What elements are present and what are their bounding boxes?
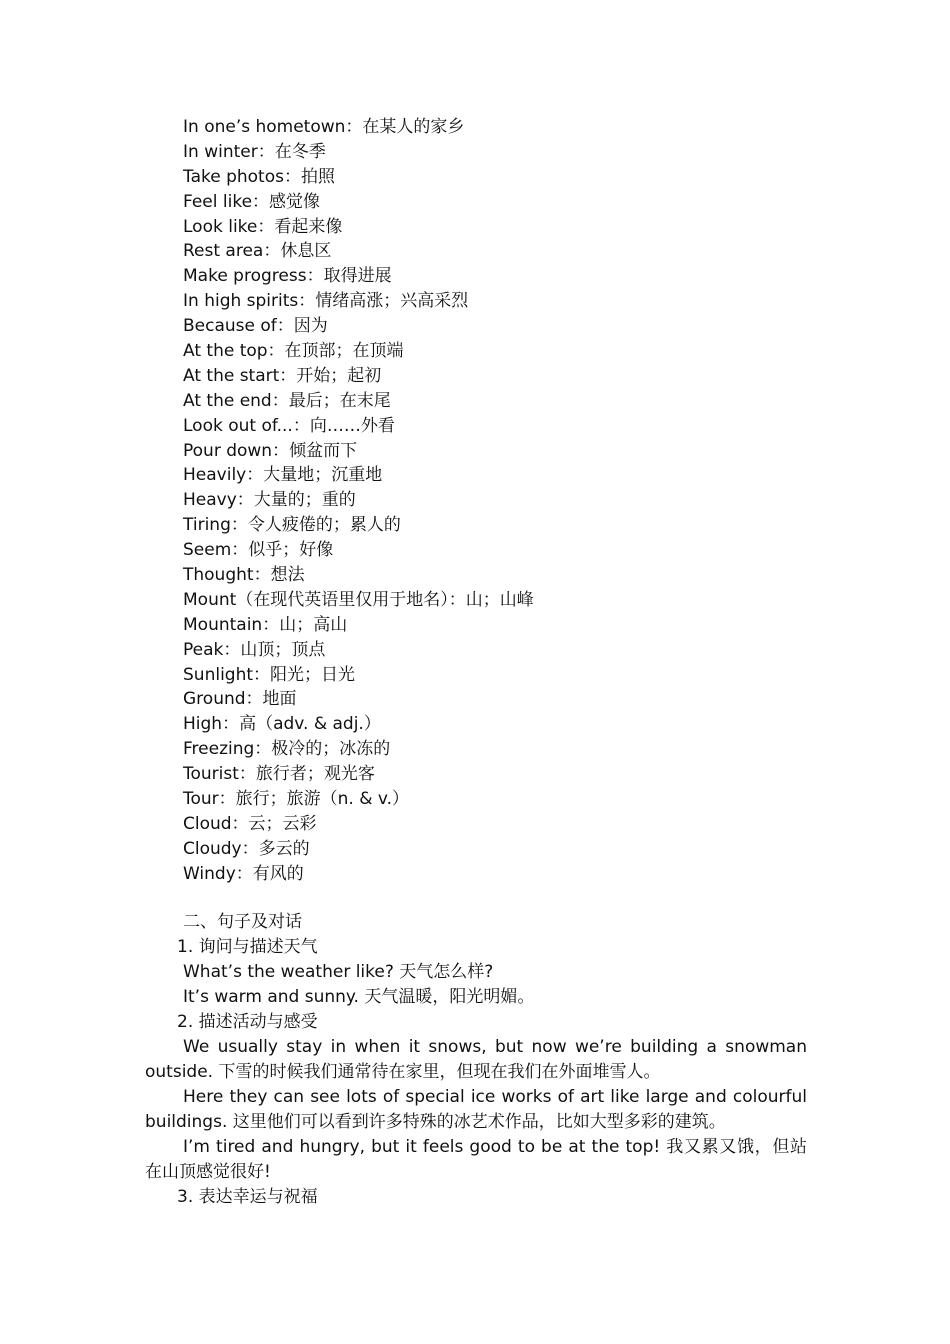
vocab-item: Thought：想法: [183, 565, 305, 586]
vocab-item: At the start：开始；起初: [183, 365, 382, 386]
vocabulary-list: [183, 115, 534, 887]
vocab-item: Mountain：山；高山: [183, 614, 348, 635]
vocab-item: Heavy：大量的；重的: [183, 490, 356, 511]
vocab-item: Look like：看起来像: [183, 216, 343, 237]
vocab-item: Seem：似乎；好像: [183, 540, 334, 561]
vocab-item: Windy：有风的: [183, 863, 304, 884]
vocab-item: In one’s hometown：在某人的家乡: [183, 117, 465, 137]
vocab-item: Cloudy：多云的: [183, 838, 310, 859]
example-paragraph: I’m tired and hungry, but it feels good to be at the top! 我又累又饿，但站在山顶感觉很好!: [145, 1137, 807, 1182]
example-paragraph: We usually stay in when it snows, but now we’re building a snowman outside. 下雪的时候我们通常待在家里，但现在我们在外面堆雪人。: [145, 1037, 807, 1082]
vocab-item: Look out of...：向……外看: [183, 415, 395, 436]
subsection-activities-title: 2. 描述活动与感受: [177, 1012, 318, 1032]
vocab-item: Tiring：令人疲倦的；累人的: [183, 515, 401, 536]
vocab-item: Take photos：拍照: [183, 166, 335, 187]
vocab-item: Sunlight：阳光；日光: [183, 664, 356, 685]
vocab-item: Feel like：感觉像: [183, 191, 321, 212]
example-sentence: What’s the weather like? 天气怎么样?: [183, 962, 494, 982]
vocab-item: At the top：在顶部；在顶端: [183, 341, 404, 362]
subsection-weather-title: 1. 询问与描述天气: [177, 937, 318, 957]
vocab-item: In high spirits：情绪高涨；兴高采烈: [183, 291, 469, 312]
vocab-item: Make progress：取得进展: [183, 266, 392, 287]
vocab-item: Tour：旅行；旅游（n. & v.）: [183, 789, 410, 810]
section-heading: 二、句子及对话: [183, 912, 302, 932]
example-paragraph: Here they can see lots of special ice works of art like large and colourful buildings. 这里他们可以看到许多特殊的冰艺术作品，比如大型多彩的建筑。: [145, 1087, 807, 1132]
vocab-item: Because of：因为: [183, 316, 328, 337]
vocab-item: At the end：最后；在末尾: [183, 390, 391, 411]
vocab-item: Heavily：大量地；沉重地: [183, 465, 383, 486]
sentences-section: [145, 910, 807, 1210]
vocab-item: High：高（adv. & adj.）: [183, 714, 381, 735]
vocab-item: In winter：在冬季: [183, 141, 326, 162]
vocab-item: Mount（在现代英语里仅用于地名）：山；山峰: [183, 589, 534, 610]
vocab-item: Ground：地面: [183, 689, 297, 710]
example-sentence: It’s warm and sunny. 天气温暖，阳光明媚。: [183, 987, 535, 1007]
vocab-item: Tourist：旅行者；观光客: [183, 764, 375, 785]
vocab-item: Peak：山顶；顶点: [183, 639, 326, 660]
subsection-luck-title: 3. 表达幸运与祝福: [177, 1187, 318, 1207]
vocab-item: Cloud：云；云彩: [183, 813, 317, 834]
vocab-item: Rest area：休息区: [183, 241, 332, 262]
vocab-item: Freezing：极冷的；冰冻的: [183, 739, 391, 760]
vocab-item: Pour down：倾盆而下: [183, 440, 358, 461]
